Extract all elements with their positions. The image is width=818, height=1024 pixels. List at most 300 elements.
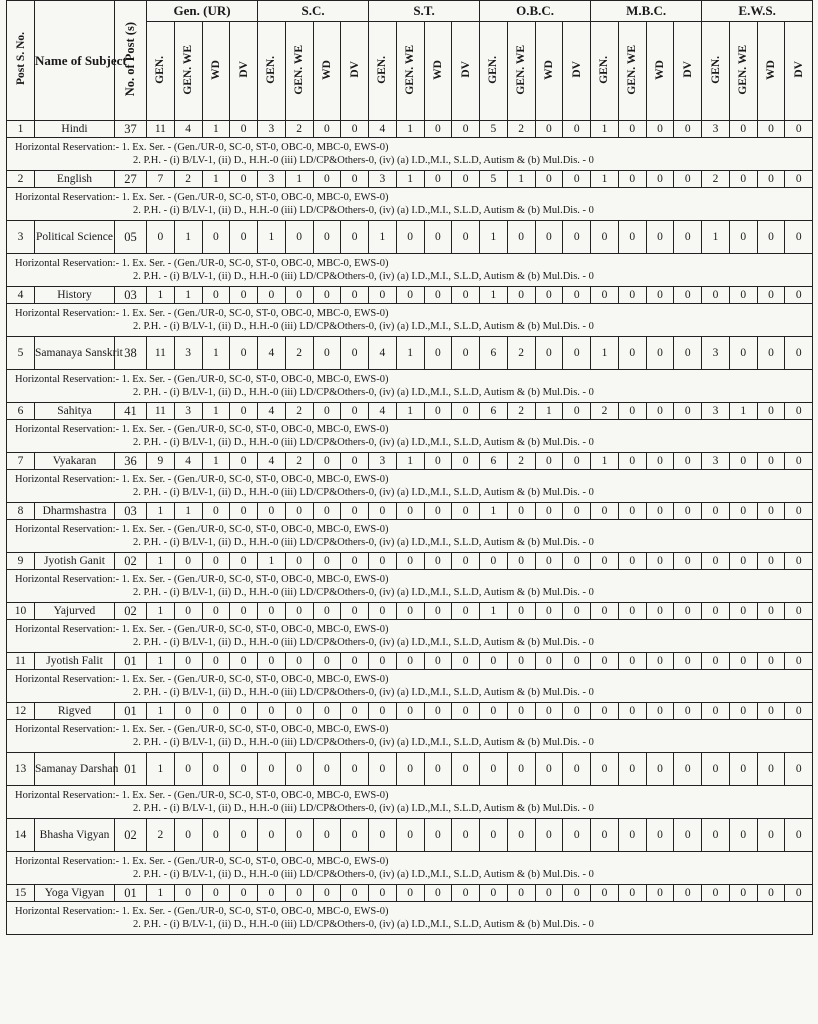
count-cell: 0 (424, 171, 452, 188)
count-cell: 0 (174, 753, 202, 786)
count-cell: 0 (396, 503, 424, 520)
count-cell: 0 (674, 453, 702, 470)
count-cell: 0 (674, 753, 702, 786)
count-cell: 1 (147, 653, 175, 670)
count-cell: 0 (424, 603, 452, 620)
count-cell: 6 (480, 453, 508, 470)
count-cell: 0 (563, 503, 591, 520)
count-cell: 1 (396, 171, 424, 188)
count-cell: 0 (729, 503, 757, 520)
count-cell: 0 (757, 653, 785, 670)
total-posts-cell: 41 (115, 403, 147, 420)
count-cell: 0 (341, 753, 369, 786)
total-posts-cell: 27 (115, 171, 147, 188)
count-cell: 0 (507, 287, 535, 304)
count-cell: 0 (757, 885, 785, 902)
count-cell: 0 (174, 885, 202, 902)
count-cell: 0 (674, 653, 702, 670)
count-cell: 0 (202, 287, 230, 304)
count-cell: 5 (480, 171, 508, 188)
reservation-line-1: Horizontal Reservation:- 1. Ex. Ser. - (Gen./UR-0, SC-0, ST-0, OBC-0, MBC-0, EWS-0) (15, 524, 389, 535)
count-cell: 0 (369, 753, 397, 786)
count-cell: 0 (230, 171, 258, 188)
count-cell: 0 (535, 221, 563, 254)
count-cell: 1 (702, 221, 730, 254)
count-cell: 0 (674, 603, 702, 620)
count-cell: 1 (174, 503, 202, 520)
count-cell: 0 (396, 603, 424, 620)
count-cell: 0 (729, 819, 757, 852)
count-cell: 0 (369, 653, 397, 670)
no-of-posts-header: No. of Post (s) (115, 1, 147, 121)
count-cell: 2 (285, 453, 313, 470)
count-cell: 4 (369, 403, 397, 420)
count-cell: 0 (618, 503, 646, 520)
count-cell: 0 (591, 503, 619, 520)
count-cell: 0 (646, 171, 674, 188)
count-cell: 0 (202, 221, 230, 254)
count-cell: 0 (285, 753, 313, 786)
post-sno-cell: 12 (7, 703, 35, 720)
count-cell: 0 (785, 653, 813, 670)
horizontal-reservation-cell (7, 670, 813, 703)
count-cell: 0 (646, 653, 674, 670)
post-sno-cell: 13 (7, 753, 35, 786)
subject-cell: History (35, 287, 115, 304)
count-cell: 0 (369, 703, 397, 720)
subject-cell: Samanaya Sanskrit (35, 337, 115, 370)
count-cell: 7 (147, 171, 175, 188)
count-cell: 0 (646, 703, 674, 720)
count-cell: 0 (507, 603, 535, 620)
count-cell: 0 (535, 753, 563, 786)
count-cell: 0 (424, 403, 452, 420)
count-cell: 0 (147, 221, 175, 254)
count-cell: 0 (341, 653, 369, 670)
total-posts-cell: 02 (115, 553, 147, 570)
subheader-cell: GEN. WE (729, 22, 757, 121)
count-cell: 0 (563, 603, 591, 620)
count-cell: 0 (785, 503, 813, 520)
horizontal-reservation-cell (7, 304, 813, 337)
horizontal-reservation-cell (7, 852, 813, 885)
count-cell: 0 (729, 287, 757, 304)
count-cell: 11 (147, 403, 175, 420)
count-cell: 1 (202, 121, 230, 138)
count-cell: 1 (396, 121, 424, 138)
count-cell: 0 (452, 453, 480, 470)
post-sno-header: Post S. No. (7, 1, 35, 121)
table-row (7, 171, 813, 188)
count-cell: 0 (702, 885, 730, 902)
subheader-cell: DV (452, 22, 480, 121)
count-cell: 0 (396, 885, 424, 902)
count-cell: 0 (563, 171, 591, 188)
count-cell: 1 (202, 403, 230, 420)
count-cell: 1 (202, 453, 230, 470)
count-cell: 0 (618, 653, 646, 670)
count-cell: 0 (757, 221, 785, 254)
count-cell: 0 (313, 403, 341, 420)
count-cell: 0 (591, 653, 619, 670)
reservation-line-1: Horizontal Reservation:- 1. Ex. Ser. - (Gen./UR-0, SC-0, ST-0, OBC-0, MBC-0, EWS-0) (15, 474, 389, 485)
count-cell: 0 (535, 121, 563, 138)
count-cell: 0 (646, 819, 674, 852)
count-cell: 0 (618, 819, 646, 852)
reservation-line-1: Horizontal Reservation:- 1. Ex. Ser. - (Gen./UR-0, SC-0, ST-0, OBC-0, MBC-0, EWS-0) (15, 192, 389, 203)
count-cell: 0 (452, 171, 480, 188)
subheader-cell: DV (785, 22, 813, 121)
count-cell: 0 (202, 885, 230, 902)
horizontal-reservation-row (7, 620, 813, 653)
count-cell: 0 (507, 653, 535, 670)
count-cell: 1 (396, 453, 424, 470)
count-cell: 0 (285, 603, 313, 620)
count-cell: 1 (591, 337, 619, 370)
count-cell: 0 (757, 403, 785, 420)
count-cell: 0 (480, 653, 508, 670)
count-cell: 0 (535, 287, 563, 304)
count-cell: 0 (535, 453, 563, 470)
count-cell: 0 (785, 287, 813, 304)
reservation-line-1: Horizontal Reservation:- 1. Ex. Ser. - (Gen./UR-0, SC-0, ST-0, OBC-0, MBC-0, EWS-0) (15, 574, 389, 585)
count-cell: 0 (174, 703, 202, 720)
count-cell: 0 (729, 171, 757, 188)
count-cell: 0 (341, 553, 369, 570)
subheader-cell: GEN. WE (285, 22, 313, 121)
count-cell: 0 (785, 819, 813, 852)
count-cell: 0 (230, 221, 258, 254)
count-cell: 0 (369, 287, 397, 304)
count-cell: 0 (202, 819, 230, 852)
count-cell: 0 (785, 171, 813, 188)
subject-cell: Sahitya (35, 403, 115, 420)
total-posts-cell: 38 (115, 337, 147, 370)
reservation-line-2: 2. P.H. - (i) B/LV-1, (ii) D., H.H.-0 (iii) LD/CP&Others-0, (iv) (a) I.D.,M.I., S.L.D, Autism & (b) Mul.Dis. - 0 (133, 587, 594, 598)
count-cell: 0 (452, 503, 480, 520)
count-cell: 0 (424, 753, 452, 786)
total-posts-cell: 01 (115, 653, 147, 670)
count-cell: 0 (535, 603, 563, 620)
count-cell: 3 (702, 453, 730, 470)
count-cell: 0 (424, 553, 452, 570)
count-cell: 0 (646, 553, 674, 570)
count-cell: 3 (369, 171, 397, 188)
count-cell: 1 (174, 287, 202, 304)
total-posts-cell: 01 (115, 753, 147, 786)
count-cell: 0 (424, 653, 452, 670)
count-cell: 0 (452, 885, 480, 902)
reservation-line-2: 2. P.H. - (i) B/LV-1, (ii) D., H.H.-0 (iii) LD/CP&Others-0, (iv) (a) I.D.,M.I., S.L.D, Autism & (b) Mul.Dis. - 0 (133, 387, 594, 398)
count-cell: 0 (507, 753, 535, 786)
count-cell: 0 (535, 819, 563, 852)
reservation-line-2: 2. P.H. - (i) B/LV-1, (ii) D., H.H.-0 (iii) LD/CP&Others-0, (iv) (a) I.D.,M.I., S.L.D, Autism & (b) Mul.Dis. - 0 (133, 155, 594, 166)
count-cell: 0 (757, 553, 785, 570)
count-cell: 0 (341, 885, 369, 902)
count-cell: 0 (313, 337, 341, 370)
count-cell: 0 (757, 121, 785, 138)
count-cell: 2 (591, 403, 619, 420)
count-cell: 0 (646, 603, 674, 620)
count-cell: 3 (174, 337, 202, 370)
vacancy-table (6, 0, 813, 935)
reservation-line-1: Horizontal Reservation:- 1. Ex. Ser. - (Gen./UR-0, SC-0, ST-0, OBC-0, MBC-0, EWS-0) (15, 424, 389, 435)
count-cell: 0 (313, 653, 341, 670)
count-cell: 1 (258, 553, 286, 570)
count-cell: 0 (285, 287, 313, 304)
subheader-cell: DV (563, 22, 591, 121)
count-cell: 2 (285, 403, 313, 420)
subject-cell: Jyotish Ganit (35, 553, 115, 570)
total-posts-cell: 37 (115, 121, 147, 138)
total-posts-cell: 03 (115, 287, 147, 304)
count-cell: 0 (230, 819, 258, 852)
count-cell: 0 (396, 553, 424, 570)
reservation-line-1: Horizontal Reservation:- 1. Ex. Ser. - (Gen./UR-0, SC-0, ST-0, OBC-0, MBC-0, EWS-0) (15, 374, 389, 385)
subheader-cell: WD (646, 22, 674, 121)
count-cell: 0 (674, 171, 702, 188)
reservation-line-1: Horizontal Reservation:- 1. Ex. Ser. - (Gen./UR-0, SC-0, ST-0, OBC-0, MBC-0, EWS-0) (15, 856, 389, 867)
count-cell: 0 (729, 603, 757, 620)
count-cell: 1 (396, 337, 424, 370)
count-cell: 0 (591, 819, 619, 852)
count-cell: 0 (424, 503, 452, 520)
reservation-line-2: 2. P.H. - (i) B/LV-1, (ii) D., H.H.-0 (iii) LD/CP&Others-0, (iv) (a) I.D.,M.I., S.L.D, Autism & (b) Mul.Dis. - 0 (133, 687, 594, 698)
count-cell: 0 (313, 121, 341, 138)
count-cell: 0 (313, 703, 341, 720)
count-cell: 0 (507, 703, 535, 720)
count-cell: 0 (285, 503, 313, 520)
count-cell: 0 (785, 337, 813, 370)
count-cell: 1 (258, 221, 286, 254)
count-cell: 0 (563, 653, 591, 670)
count-cell: 0 (591, 603, 619, 620)
reservation-line-1: Horizontal Reservation:- 1. Ex. Ser. - (Gen./UR-0, SC-0, ST-0, OBC-0, MBC-0, EWS-0) (15, 724, 389, 735)
horizontal-reservation-cell (7, 786, 813, 819)
count-cell: 0 (507, 553, 535, 570)
count-cell: 0 (258, 503, 286, 520)
count-cell: 0 (230, 337, 258, 370)
count-cell: 0 (535, 553, 563, 570)
count-cell: 0 (369, 553, 397, 570)
count-cell: 0 (258, 819, 286, 852)
count-cell: 0 (202, 603, 230, 620)
count-cell: 11 (147, 337, 175, 370)
count-cell: 0 (729, 753, 757, 786)
count-cell: 6 (480, 403, 508, 420)
count-cell: 0 (230, 121, 258, 138)
subheader-cell: GEN. (702, 22, 730, 121)
count-cell: 0 (507, 503, 535, 520)
count-cell: 0 (369, 503, 397, 520)
count-cell: 6 (480, 337, 508, 370)
count-cell: 0 (341, 453, 369, 470)
subject-cell: Vyakaran (35, 453, 115, 470)
count-cell: 0 (452, 287, 480, 304)
group-header-sc: S.C. (258, 1, 369, 22)
count-cell: 0 (618, 121, 646, 138)
count-cell: 0 (535, 703, 563, 720)
count-cell: 0 (729, 453, 757, 470)
count-cell: 0 (202, 503, 230, 520)
count-cell: 1 (591, 171, 619, 188)
count-cell: 0 (202, 553, 230, 570)
count-cell: 0 (785, 453, 813, 470)
table-row (7, 703, 813, 720)
post-sno-cell: 1 (7, 121, 35, 138)
horizontal-reservation-row (7, 570, 813, 603)
subheader-cell: GEN. WE (507, 22, 535, 121)
subheader-cell: WD (202, 22, 230, 121)
count-cell: 0 (313, 819, 341, 852)
subject-cell: English (35, 171, 115, 188)
count-cell: 0 (313, 885, 341, 902)
subject-cell: Rigved (35, 703, 115, 720)
count-cell: 0 (674, 703, 702, 720)
count-cell: 1 (147, 885, 175, 902)
count-cell: 3 (258, 121, 286, 138)
count-cell: 0 (174, 653, 202, 670)
count-cell: 0 (757, 337, 785, 370)
subject-cell: Jyotish Falit (35, 653, 115, 670)
count-cell: 1 (202, 337, 230, 370)
reservation-line-2: 2. P.H. - (i) B/LV-1, (ii) D., H.H.-0 (iii) LD/CP&Others-0, (iv) (a) I.D.,M.I., S.L.D, Autism & (b) Mul.Dis. - 0 (133, 637, 594, 648)
count-cell: 0 (535, 337, 563, 370)
subheader-cell: GEN. WE (174, 22, 202, 121)
count-cell: 0 (646, 503, 674, 520)
count-cell: 0 (285, 653, 313, 670)
count-cell: 0 (341, 703, 369, 720)
count-cell: 0 (341, 503, 369, 520)
post-sno-cell: 11 (7, 653, 35, 670)
subheader-cell: WD (424, 22, 452, 121)
count-cell: 0 (230, 603, 258, 620)
horizontal-reservation-row (7, 786, 813, 819)
count-cell: 0 (757, 287, 785, 304)
count-cell: 1 (174, 221, 202, 254)
count-cell: 0 (396, 653, 424, 670)
count-cell: 0 (452, 221, 480, 254)
count-cell: 0 (313, 453, 341, 470)
count-cell: 0 (674, 221, 702, 254)
count-cell: 1 (591, 121, 619, 138)
count-cell: 0 (785, 703, 813, 720)
count-cell: 0 (563, 121, 591, 138)
post-sno-cell: 7 (7, 453, 35, 470)
count-cell: 0 (313, 171, 341, 188)
count-cell: 0 (424, 819, 452, 852)
reservation-line-1: Horizontal Reservation:- 1. Ex. Ser. - (Gen./UR-0, SC-0, ST-0, OBC-0, MBC-0, EWS-0) (15, 790, 389, 801)
count-cell: 1 (147, 603, 175, 620)
count-cell: 3 (258, 171, 286, 188)
count-cell: 0 (646, 287, 674, 304)
horizontal-reservation-row (7, 138, 813, 171)
horizontal-reservation-cell (7, 370, 813, 403)
total-posts-cell: 01 (115, 703, 147, 720)
count-cell: 0 (563, 703, 591, 720)
count-cell: 1 (591, 453, 619, 470)
subheader-cell: WD (313, 22, 341, 121)
count-cell: 0 (646, 337, 674, 370)
reservation-line-2: 2. P.H. - (i) B/LV-1, (ii) D., H.H.-0 (iii) LD/CP&Others-0, (iv) (a) I.D.,M.I., S.L.D, Autism & (b) Mul.Dis. - 0 (133, 737, 594, 748)
count-cell: 0 (757, 503, 785, 520)
reservation-line-2: 2. P.H. - (i) B/LV-1, (ii) D., H.H.-0 (iii) LD/CP&Others-0, (iv) (a) I.D.,M.I., S.L.D, Autism & (b) Mul.Dis. - 0 (133, 437, 594, 448)
count-cell: 0 (563, 287, 591, 304)
count-cell: 0 (258, 287, 286, 304)
count-cell: 3 (702, 337, 730, 370)
count-cell: 0 (702, 819, 730, 852)
count-cell: 0 (202, 653, 230, 670)
count-cell: 0 (591, 703, 619, 720)
count-cell: 0 (230, 653, 258, 670)
horizontal-reservation-cell (7, 138, 813, 171)
count-cell: 0 (396, 703, 424, 720)
table-row (7, 403, 813, 420)
horizontal-reservation-row (7, 670, 813, 703)
count-cell: 0 (480, 819, 508, 852)
total-posts-cell: 02 (115, 819, 147, 852)
count-cell: 1 (147, 553, 175, 570)
count-cell: 1 (147, 753, 175, 786)
count-cell: 0 (507, 885, 535, 902)
table-row (7, 121, 813, 138)
count-cell: 0 (230, 703, 258, 720)
count-cell: 0 (757, 753, 785, 786)
table-row (7, 603, 813, 620)
subject-cell: Yajurved (35, 603, 115, 620)
count-cell: 0 (230, 503, 258, 520)
post-sno-cell: 5 (7, 337, 35, 370)
count-cell: 0 (285, 819, 313, 852)
count-cell: 2 (147, 819, 175, 852)
count-cell: 0 (507, 819, 535, 852)
count-cell: 0 (618, 885, 646, 902)
reservation-line-1: Horizontal Reservation:- 1. Ex. Ser. - (Gen./UR-0, SC-0, ST-0, OBC-0, MBC-0, EWS-0) (15, 142, 389, 153)
count-cell: 0 (646, 885, 674, 902)
total-posts-cell: 36 (115, 453, 147, 470)
subheader-cell: GEN. WE (396, 22, 424, 121)
count-cell: 0 (341, 171, 369, 188)
count-cell: 0 (618, 753, 646, 786)
post-sno-cell: 2 (7, 171, 35, 188)
count-cell: 0 (785, 885, 813, 902)
count-cell: 1 (396, 403, 424, 420)
count-cell: 3 (702, 121, 730, 138)
count-cell: 0 (285, 885, 313, 902)
count-cell: 0 (674, 503, 702, 520)
count-cell: 0 (674, 287, 702, 304)
horizontal-reservation-row (7, 254, 813, 287)
horizontal-reservation-cell (7, 620, 813, 653)
count-cell: 0 (424, 337, 452, 370)
subheader-cell: WD (535, 22, 563, 121)
count-cell: 0 (757, 819, 785, 852)
post-sno-cell: 15 (7, 885, 35, 902)
subject-cell: Samanay Darshan (35, 753, 115, 786)
count-cell: 0 (563, 753, 591, 786)
count-cell: 0 (452, 553, 480, 570)
count-cell: 0 (452, 819, 480, 852)
count-cell: 0 (424, 885, 452, 902)
count-cell: 0 (646, 403, 674, 420)
count-cell: 0 (452, 703, 480, 720)
horizontal-reservation-row (7, 188, 813, 221)
count-cell: 0 (618, 221, 646, 254)
count-cell: 0 (230, 753, 258, 786)
count-cell: 0 (341, 121, 369, 138)
reservation-line-2: 2. P.H. - (i) B/LV-1, (ii) D., H.H.-0 (iii) LD/CP&Others-0, (iv) (a) I.D.,M.I., S.L.D, Autism & (b) Mul.Dis. - 0 (133, 919, 594, 930)
count-cell: 0 (785, 221, 813, 254)
